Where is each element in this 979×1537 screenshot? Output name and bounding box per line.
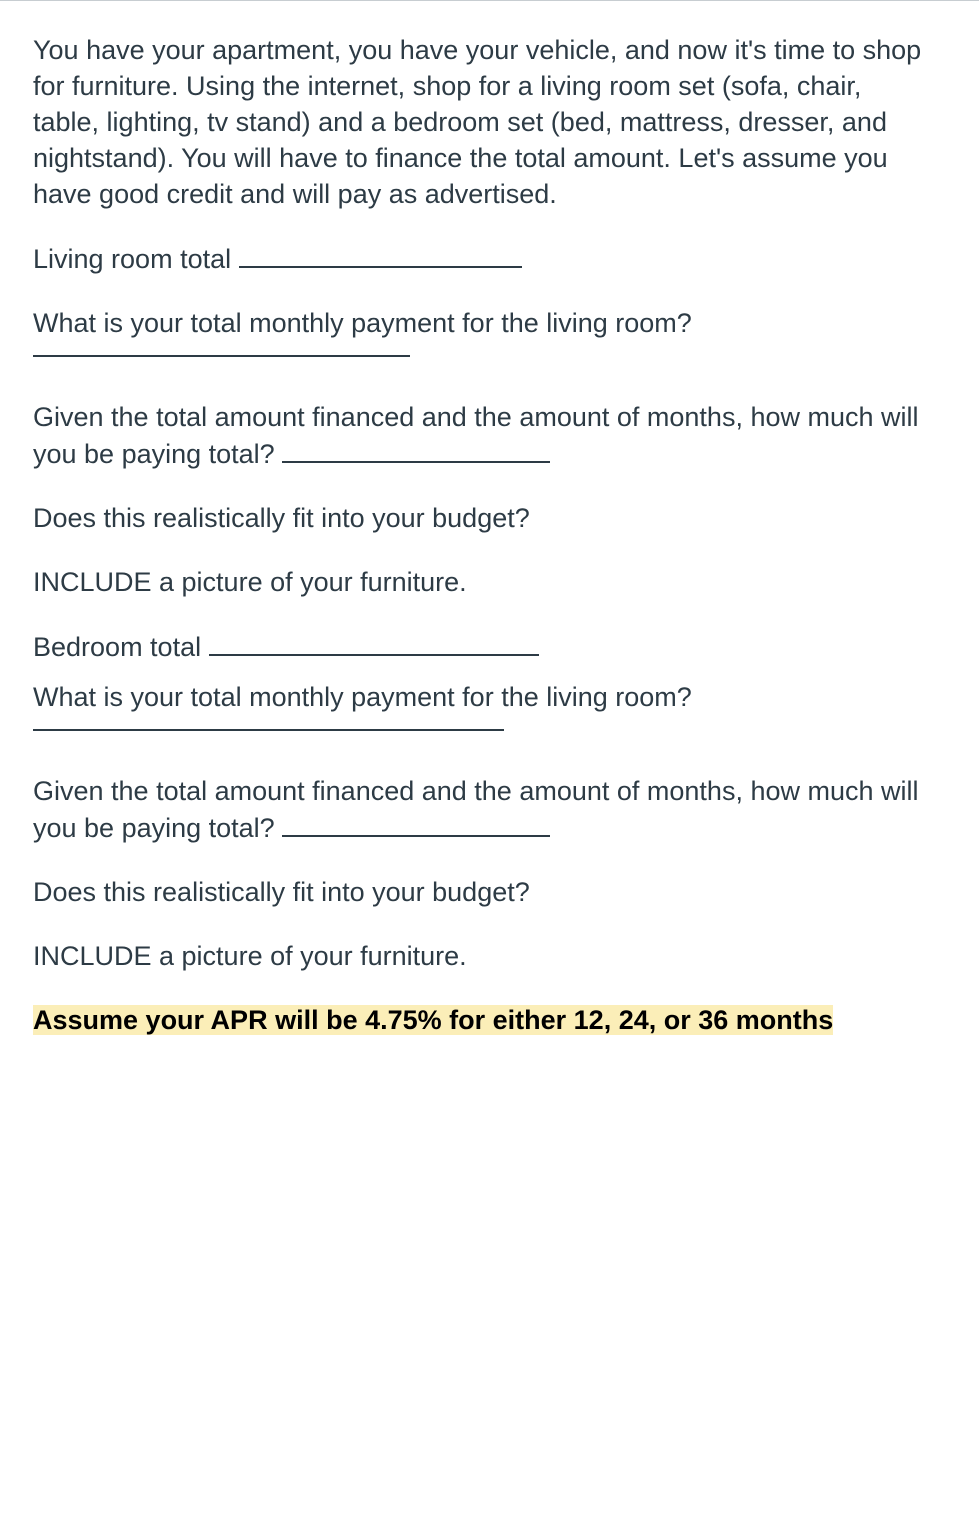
assignment-body: [33, 32, 933, 1038]
living-room-picture-instruction: INCLUDE a picture of your furniture.: [33, 567, 467, 597]
bedroom-paying-total-blank: [282, 809, 550, 837]
living-room-paying-total-line: [33, 399, 933, 472]
bedroom-monthly-blank: [33, 715, 504, 731]
bedroom-paying-total-question: Given the total amount financed and the amount of months, how much will you be paying total?: [33, 776, 919, 843]
bedroom-total-label: Bedroom total: [33, 632, 202, 662]
intro-paragraph: You have your apartment, you have your vehicle, and now it's time to shop for furniture. Using the internet, shop for a living room set (sofa, chair, table, lighting, tv stand) and a bedroom set (bed, mattress, dresser, and nightstand). You will have to finance the total amount. Let's assume you have good credit and will pay as advertised.: [33, 35, 922, 209]
living-room-total-line: [33, 240, 933, 277]
living-room-monthly-blank: [33, 341, 410, 357]
apr-note: [33, 1002, 853, 1038]
bedroom-budget-question: Does this realistically fit into your budget?: [33, 877, 530, 907]
bedroom-total-line: [33, 628, 933, 665]
bedroom-monthly-question: What is your total monthly payment for the living room?: [33, 682, 692, 712]
living-room-total-blank: [239, 240, 522, 268]
apr-note-highlight: Assume your APR will be 4.75% for either 12, 24, or 36 months: [33, 1005, 834, 1035]
living-room-paying-total-question: Given the total amount financed and the amount of months, how much will you be paying total?: [33, 402, 919, 469]
living-room-paying-total-blank: [282, 435, 550, 463]
living-room-total-label: Living room total: [33, 244, 232, 274]
living-room-monthly-question: What is your total monthly payment for the living room?: [33, 308, 692, 338]
living-room-budget-question: Does this realistically fit into your budget?: [33, 503, 530, 533]
bedroom-picture-instruction: INCLUDE a picture of your furniture.: [33, 941, 467, 971]
bedroom-paying-total-line: [33, 773, 933, 846]
top-divider: [0, 0, 979, 1]
bedroom-total-blank: [209, 628, 539, 656]
